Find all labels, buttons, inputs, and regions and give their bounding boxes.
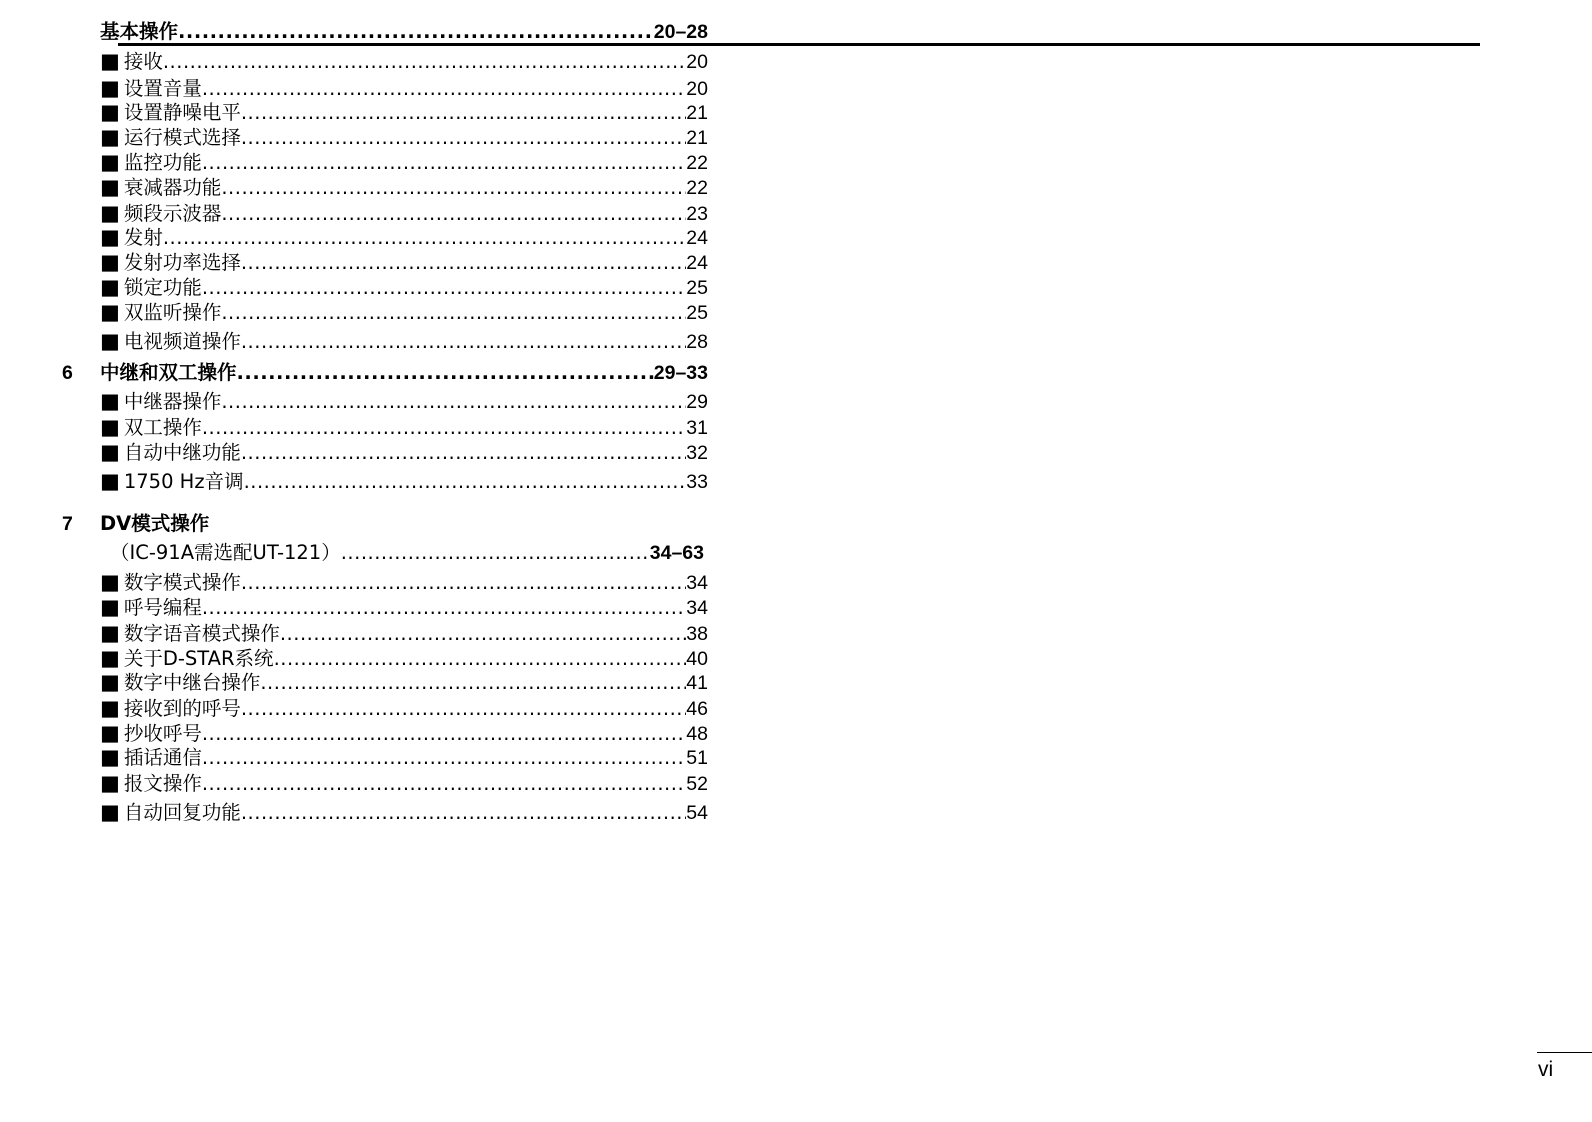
dot-leader <box>202 151 686 175</box>
toc-entry-label: ■ 呼号编程 <box>100 595 202 620</box>
toc-entry[interactable] <box>100 696 708 721</box>
toc-entry-page: 22 <box>686 152 708 174</box>
dot-leader <box>221 202 686 226</box>
toc-entry-label: ■ 设置静噪电平 <box>100 100 241 125</box>
dot-leader <box>241 126 686 150</box>
toc-entry-label: ■ 中继器操作 <box>100 389 221 414</box>
toc-entry[interactable] <box>100 275 708 300</box>
dot-leader <box>202 722 686 746</box>
toc-entry-page: 48 <box>686 723 708 745</box>
toc-entry[interactable] <box>100 469 708 494</box>
dot-leader <box>280 622 686 646</box>
toc-entry-page: 34 <box>686 572 708 594</box>
dot-leader <box>241 330 686 354</box>
toc-entry-page: 20 <box>686 51 708 73</box>
toc-entry[interactable] <box>100 800 708 825</box>
dot-leader <box>241 571 686 595</box>
toc-entry-label: ■ 报文操作 <box>100 771 202 796</box>
dot-leader <box>241 101 686 125</box>
dot-leader <box>241 441 686 465</box>
dot-leader <box>237 361 654 385</box>
toc-entry-label: ■ 发射 <box>100 225 163 250</box>
toc-entry-label: ■ 1750 Hz音调 <box>100 469 244 494</box>
toc-entry-page: 54 <box>686 802 708 824</box>
toc-entry[interactable] <box>100 150 708 175</box>
toc-entry[interactable] <box>100 100 708 125</box>
toc-entry-label: ■ 接收到的呼号 <box>100 696 241 721</box>
dot-leader <box>260 671 686 695</box>
dot-leader <box>241 801 686 825</box>
toc-entry-label: ■ 抄收呼号 <box>100 721 202 746</box>
toc-entry[interactable] <box>100 670 708 695</box>
toc-entry[interactable] <box>100 175 708 200</box>
toc-entry-label: ■ 双监听操作 <box>100 300 221 325</box>
toc-entry[interactable] <box>100 771 708 796</box>
toc-entry[interactable] <box>100 646 708 671</box>
toc-entry-label: ■ 插话通信 <box>100 745 202 770</box>
dot-leader <box>221 390 686 414</box>
toc-entry-page: 41 <box>686 672 708 694</box>
toc-entry[interactable] <box>100 300 708 325</box>
toc-entry-label: ■ 数字中继台操作 <box>100 670 260 695</box>
toc-entry[interactable] <box>100 76 708 101</box>
chapter-pages: 34–63 <box>649 542 704 564</box>
dot-leader <box>221 176 686 200</box>
toc-entry[interactable] <box>100 250 708 275</box>
toc-entry-page: 24 <box>686 252 708 274</box>
toc-entry-page: 24 <box>686 227 708 249</box>
toc-entry-label: ■ 发射功率选择 <box>100 250 241 275</box>
toc-entry-page: 38 <box>686 623 708 645</box>
toc-entry[interactable] <box>100 125 708 150</box>
footer-rule <box>1537 1052 1592 1053</box>
dot-leader <box>202 416 686 440</box>
toc-chapter-dv-mode-subtitle-row[interactable] <box>110 541 704 565</box>
toc-entry[interactable] <box>100 595 708 620</box>
chapter-pages: 29–33 <box>653 362 708 384</box>
toc-entry-label: ■ 运行模式选择 <box>100 125 241 150</box>
chapter-title: 基本操作 <box>100 20 179 43</box>
toc-entry-label: ■ 数字模式操作 <box>100 570 241 595</box>
toc-entry-page: 31 <box>686 417 708 439</box>
toc-entry-label: ■ 自动回复功能 <box>100 800 241 825</box>
toc-entry-page: 28 <box>686 331 708 353</box>
dot-leader <box>178 20 654 44</box>
toc-entry-label: ■ 接收 <box>100 49 163 74</box>
toc-entry[interactable] <box>100 49 708 74</box>
toc-entry-page: 25 <box>686 277 708 299</box>
toc-entry-label: ■ 衰减器功能 <box>100 175 221 200</box>
toc-entry-page: 21 <box>686 102 708 124</box>
toc-chapter-dv-mode <box>100 512 708 536</box>
dot-leader <box>244 470 687 494</box>
toc-entry-label: ■ 自动中继功能 <box>100 440 241 465</box>
toc-entry[interactable] <box>100 329 708 354</box>
toc-entry-label: ■ 关于D-STAR系统 <box>100 646 274 671</box>
toc-entry-page: 46 <box>686 698 708 720</box>
toc-entry-label: ■ 监控功能 <box>100 150 202 175</box>
toc-entry-page: 51 <box>686 747 708 769</box>
dot-leader <box>163 50 686 74</box>
toc-entry-page: 25 <box>686 302 708 324</box>
dot-leader <box>341 541 650 565</box>
toc-chapter-repeater-duplex[interactable] <box>100 361 708 385</box>
dot-leader <box>241 251 686 275</box>
toc-entry-page: 29 <box>686 391 708 413</box>
toc-entry[interactable] <box>100 621 708 646</box>
toc-entry-page: 40 <box>686 648 708 670</box>
toc-entry[interactable] <box>100 721 708 746</box>
toc-entry-label: ■ 电视频道操作 <box>100 329 241 354</box>
toc-entry-page: 52 <box>686 773 708 795</box>
toc-entry[interactable] <box>100 440 708 465</box>
toc-entry-label: ■ 设置音量 <box>100 76 202 101</box>
toc-entry-page: 33 <box>686 471 708 493</box>
dot-leader <box>202 772 686 796</box>
toc-entry[interactable] <box>100 201 708 226</box>
chapter-title: 中继和双工操作 <box>100 361 237 384</box>
dot-leader <box>221 301 686 325</box>
toc-entry[interactable] <box>100 415 708 440</box>
chapter-subtitle: （IC-91A需选配UT-121） <box>110 541 341 564</box>
toc-chapter-basic-operation[interactable] <box>100 20 708 44</box>
dot-leader <box>202 596 686 620</box>
toc-entry[interactable] <box>100 389 708 414</box>
dot-leader <box>202 77 686 101</box>
page-number: vi <box>1538 1058 1554 1081</box>
toc-entry[interactable] <box>100 225 708 250</box>
toc-entry-page: 21 <box>686 127 708 149</box>
dot-leader <box>202 276 686 300</box>
dot-leader <box>163 226 686 250</box>
dot-leader <box>274 647 687 671</box>
dot-leader <box>241 697 686 721</box>
toc-entry-label: ■ 数字语音模式操作 <box>100 621 280 646</box>
chapter-pages: 20–28 <box>653 21 708 43</box>
dot-leader <box>202 746 686 770</box>
toc-entry[interactable] <box>100 745 708 770</box>
toc-entry-page: 20 <box>686 78 708 100</box>
toc-entry-page: 23 <box>686 203 708 225</box>
toc-entry-label: ■ 锁定功能 <box>100 275 202 300</box>
toc-entry-label: ■ 频段示波器 <box>100 201 221 226</box>
toc-entry-page: 34 <box>686 597 708 619</box>
toc-entry[interactable] <box>100 570 708 595</box>
toc-entry-page: 22 <box>686 177 708 199</box>
toc-entry-page: 32 <box>686 442 708 464</box>
chapter-number: 7 <box>62 513 73 535</box>
chapter-number: 6 <box>62 362 73 384</box>
toc-entry-label: ■ 双工操作 <box>100 415 202 440</box>
chapter-title: DV模式操作 <box>100 512 210 535</box>
